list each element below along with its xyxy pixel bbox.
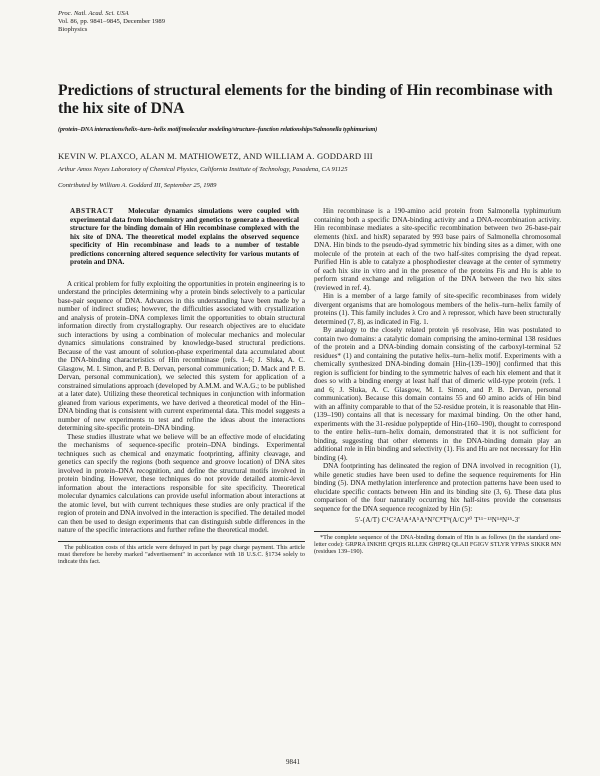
authors: KEVIN W. PLAXCO, ALAN M. MATHIOWETZ, AND WILLIAM A. GODDARD III — [58, 151, 373, 161]
abstract-text: Molecular dynamics simulations were coupled with experimental data from biochemistry and genetics to generate a theoretical structure for the binding domain of Hin recombinase complexed with the hix site of DNA. The theoretical model explains the observed sequence specificity of Hin recombinase and leads to a number of testable predictions concerning altered sequence selectivity for various mutants of protein and DNA. — [70, 207, 300, 266]
journal-header — [58, 10, 165, 34]
body-paragraph: Hin is a member of a large family of site-specific recombinases from widely divergent organisms that are homologous members of the helix–turn–helix family of proteins (1). This family includes λ Cro and λ repressor, which have been structurally determined (7, 8), as indicated in Fig. 1. — [314, 292, 561, 326]
journal-citation: Vol. 86, pp. 9841–9845, December 1989 — [58, 18, 166, 25]
right-column — [314, 207, 561, 556]
body-paragraph: By analogy to the closely related protein γδ resolvase, Hin was postulated to contain two domains: a catalytic domain comprising the amino-terminal 138 residues of the protein and a DNA-binding domain consisting of the carboxyl-terminal 52 residues* (1) and containing the putative helix–turn–helix motif. Experiments with a chemically synthesized DNA-binding domain [Hin-(139–190)] confirmed that this region is sufficient for binding to the symmetric halves of each hix element and that it does so with a binding energy at least half that of dimeric wild-type protein (refs. 1 and 6; J. Sluka, A. C. Glasgow, M. I. Simon, and P. B. Dervan, personal communication). Because this domain contains 55 and 60 amino acids of Hin bind with an affinity comparable to that of the 52-residue protein, it is reasonable that Hin-(139–190) contains all that is necessary for maximal binding. On the other hand, experiments with the 31-residue polypeptide of Hin-(160–190), thought to correspond to the entire helix–turn–helix domain, demonstrated that it is not sufficient for binding, suggesting that other elements in the DNA-binding domain play an additional role in Hin binding and selectivity (1). Fis and Hu are not necessary for Hin binding (4). — [314, 326, 561, 462]
publication-cost-footnote — [58, 544, 305, 566]
consensus-sequence: 5'-(A/T) C¹C²A³A⁴A⁵A⁶N⁷C⁸T⁹(A/C)¹⁰ T¹¹⁻¹³N¹⁴N¹⁵-3' — [355, 516, 520, 524]
body-paragraph: These studies illustrate what we believe will be an effective mode of elucidating the mechanisms of sequence-specific protein–DNA bindings. Experimental techniques such as chemical and enzymatic footprinting, affinity cleavage, and genetics can specify the regions (both sequence and groove location) of DNA sites involved in protein–DNA recognition, and define the structural motifs involved in protein binding. However, these techniques do not provide detailed atomic-level information about the interactions responsible for site specificity. Theoretical molecular dynamics calculations can provide useful information about interactions at the atomic level, but with current techniques these studies are only practical if the region of protein and DNA involved in the interaction is specified. The detailed model can then be used to design experiments that can distinguish subtle differences in the nature of the specific interactions and further refine the theoretical model. — [58, 432, 305, 534]
journal-name: Proc. Natl. Acad. Sci. USA — [58, 10, 129, 17]
keywords: (protein–DNA interactions/helix–turn–helix motif/molecular modeling/structure–function relationships/Salmonella typhimurium) — [58, 126, 378, 133]
body-paragraph: DNA footprinting has delineated the region of DNA involved in recognition (1), while genetic studies have been used to define the sequence requirements for Hin binding (5). DNA methylation interference and protection patterns have been used to elucidate specific contacts between Hin and its binding site (3, 6). These data plus comparison of the four naturally occurring hix half-sites provide the consensus sequence for the DNA sequence recognized by Hin (5): — [314, 462, 561, 513]
footnote-divider — [58, 541, 305, 542]
sequence-footnote — [314, 534, 561, 556]
affiliation: Arthur Amos Noyes Laboratory of Chemical Physics, California Institute of Technology, Pasadena, CA 91125 — [58, 166, 348, 173]
contributed-by: Contributed by William A. Goddard III, September 25, 1989 — [58, 182, 217, 189]
body-paragraph: Hin recombinase is a 190-amino acid protein from Salmonella typhimurium containing both a specific DNA-binding activity and a DNA-recombination activity. Hin recombinase mediates a site-specific recombination between two 26-base-pair elements (hixL and hixR) separated by 993 base pairs of Salmonella chromosomal DNA. Hin binds to the pseudo-dyad symmetric hix binding sites as a dimer, with one molecule of the protein at each of the two half-sites comprising the dyad repeat. Purified Hin is able to catalyze a phosphodiester cleavage at the center of symmetry of each hix site in vitro and in the presence of the proteins Fis and Hu is able to perform strand exchange and religation of the DNA between the two hix sites (reviewed in ref. 4). — [314, 207, 561, 292]
paper-title: Predictions of structural elements for the binding of Hin recombinase with the hix site of DNA — [58, 82, 553, 117]
abstract-heading: ABSTRACT — [70, 207, 114, 215]
footnote-text: The publication costs of this article were defrayed in part by page charge payment. This article must therefore be hereby marked "advertisement" in accordance with 18 U.S.C. §1734 solely to indicate this fact. — [58, 543, 305, 566]
left-column — [58, 207, 305, 566]
body-paragraph: A critical problem for fully exploiting the opportunities in protein engineering is to understand the principles determining why a protein binds selectively to a particular base-pair sequence of DNA. Advances in this understanding have been made by a number of indirect studies; however, the difficulties associated with crystallization and analysis of protein–DNA complexes limit the opportunities to obtain structural information directly from crystallography. Our research objectives are to elucidate such interactions by using a combination of molecular mechanics and molecular dynamics simulations constrained by knowledge-based structural predictions. Because of the vast amount of solution-phase experimental data accumulated about the DNA-binding characteristics of Hin recombinase (refs. 1–6; J. Sluka, A. C. Glasgow, M. I. Simon, and P. B. Dervan, personal communication; D. Mack and P. B. Dervan, personal communication), we selected this system for application of a constrained simulations approach (developed by A.M.M. and W.A.G.; to be published at a later date). Utilizing these theoretical techniques in conjunction with information gleaned from various experiments, we have derived a theoretical model of the Hin–DNA binding that is consistent with current experimental data. This model suggests a number of new experiments to test and refine the ideas about the interactions determining site-specific protein–DNA binding. — [58, 279, 305, 432]
footnote-text: *The complete sequence of the DNA-binding domain of Hin is as follows (in the standard one-letter code): GRPRA INKHE QFQIS RLLEK GHPRQ QLAII FGIGV STLYR YFPAS SIKKR MN (residues 139–190). — [314, 533, 561, 556]
footnote-divider — [314, 531, 561, 532]
page-number: 9841 — [286, 758, 300, 766]
journal-section: Biophysics — [58, 26, 88, 33]
abstract — [70, 207, 299, 267]
